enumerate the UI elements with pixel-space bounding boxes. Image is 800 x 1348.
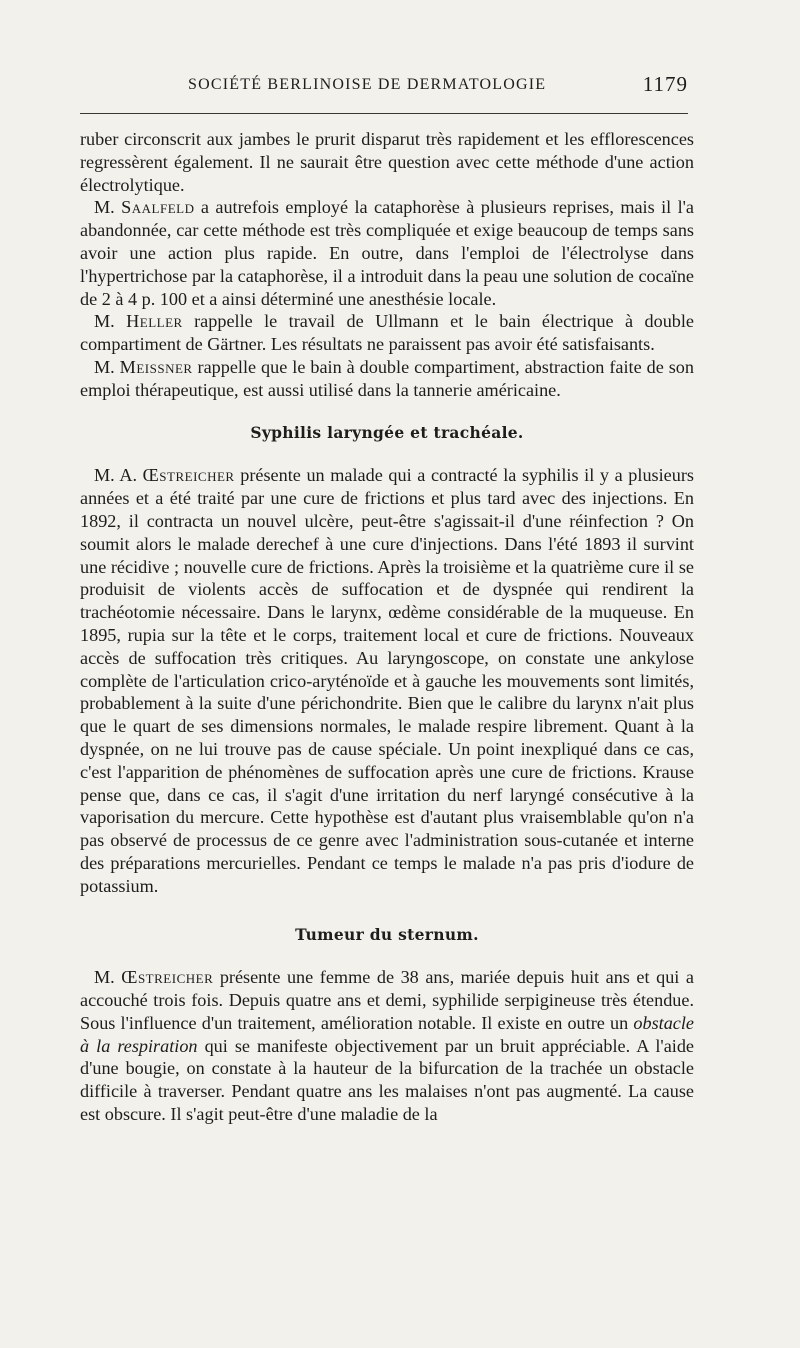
speaker-name: Heller [126,311,183,332]
paragraph-oestreicher-1 [80,464,694,897]
speaker-name: Meissner [119,356,193,377]
paragraph-text: présente une femme de 38 ans, mariée depuis huit ans et qui a accouché trois fois. Depuis quatre ans et demi, syphilide serpigineuse très étendue. Sous l'influence d'un traitement, amélioration notable. Il existe en outre un [80,967,694,1033]
speaker-name: Saalfeld [121,197,195,218]
paragraph-text: rappelle le travail de Ullmann et le bain électrique à double compartiment de Gärtner. Les résultats ne paraissent pas avoir été satisfaisants. [80,311,695,355]
section-heading-tumeur: Tumeur du sternum. [295,924,479,944]
emphasized-phrase: obstacle à la respiration [80,1012,694,1056]
paragraph-text: qui se manifeste objectivement par un bruit appréciable. A l'aide d'une bougie, on constate à la hauteur de la bifurcation de la trachée un obstacle difficile à traverser. Pendant quatre ans les malaises n'ont pas augmenté. La cause est obscure. Il s'agit peut-être d'une maladie de la [80,1035,694,1125]
speaker-title: M. [94,967,122,988]
speaker-name: Œstreicher [121,967,214,988]
speaker-title: M. A. [94,465,143,486]
speaker-title: M. [94,311,127,332]
speaker-name: Œstreicher [142,465,235,486]
paragraph-oestreicher-2 [80,966,694,1126]
paragraph-text: rappelle que le bain à double compartiment, abstraction faite de son emploi thérapeutique, est aussi utilisé dans la tannerie américaine. [80,356,694,400]
speaker-title: M. [94,197,122,218]
paragraph-text: a autrefois employé la cataphorèse à plusieurs reprises, mais il l'a abandonnée, car cette méthode est très compliquée et exige beaucoup de temps sans avoir une action plus rapide. En outre, dans l'emploi de l'électrolyse dans l'hypertrichose par la cataphorèse, il a introduit dans la peau une solution de cocaïne de 2 à 4 p. 100 et a ainsi déterminé une anesthésie locale. [80,197,695,309]
body-text [80,128,694,1126]
section-heading-syphilis: Syphilis laryngée et trachéale. [250,422,524,442]
page-number: 1179 [642,72,688,96]
paragraph-heller [80,310,694,356]
paragraph-continuation [80,128,694,196]
speaker-title: M. [94,356,120,377]
paragraph-saalfeld [80,196,694,310]
paragraph-text: présente un malade qui a contracté la syphilis il y a plusieurs années et a été traité par une cure de frictions et plus tard avec des injections. En 1892, il contracta un nouvel ulcère, peut-être s'agissait-il d'une réinfection ? On soumit alors le malade derechef à une cure d'injections. Dans l'été 1893 il survint une récidive ; nouvelle cure de frictions. Après la troisième et la quatrième cure il se produisit de violents accès de suffocation et de dyspnée qui rendirent la trachéotomie nécessaire. Dans le larynx, œdème considérable de la muqueuse. En 1895, rupia sur la tête et le corps, traitement local et cure de frictions. Nouveaux accès de suffocation très critiques. Au laryngoscope, on constate une ankylose complète de l'articulation crico-aryténoïde et à gauche les mouvements sont limités, probablement à la suite d'une périchondrite. Bien que le calibre du larynx n'ait plus que le quart de ses dimensions normales, le malade respire librement. Quant à la dyspnée, on ne lui trouve pas de cause spéciale. Un point inexpliqué dans ce cas, c'est l'apparition de phénomènes de suffocation après une cure de frictions. Krause pense que, dans ce cas, il s'agit d'une irritation du nerf laryngé consécutive à la vaporisation du mercure. Cette hypothèse est d'autant plus vraisemblable qu'on n'a pas observé de processus de ce genre avec l'administration sous-cutanée et interne des préparations mercurielles. Pendant ce temps le malade n'a pas pris d'iodure de potassium. [80,465,694,896]
running-head [80,72,696,102]
header-rule [80,113,688,114]
paragraph-meissner [80,356,694,402]
paragraph-text: ruber circonscrit aux jambes le prurit disparut très rapidement et les efflorescences regressèrent également. Il ne saurait être question avec cette méthode d'une action électrolytique. [80,129,694,195]
running-title: SOCIÉTÉ BERLINOISE DE DERMATOLOGIE [188,76,547,93]
